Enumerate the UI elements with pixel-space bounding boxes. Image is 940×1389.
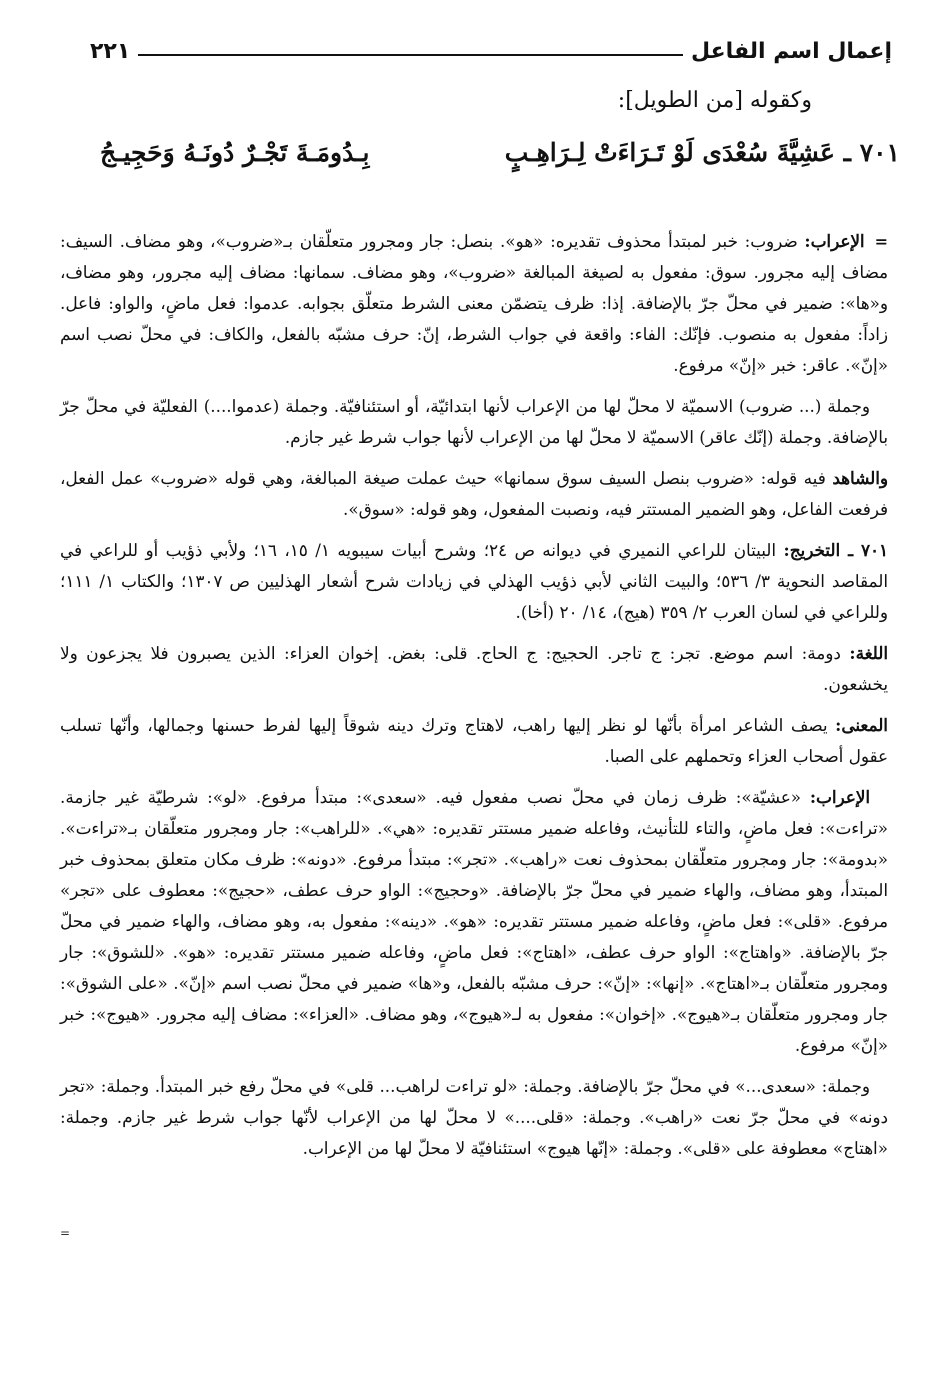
paragraph-text: دومة: اسم موضع. تجر: ج تاجر. الحجيج: ج الحاج. قلى: بغض. إخوان العزاء: الذين يصبرون فلا يجزعون ولا يخشعون. xyxy=(60,643,888,694)
paragraph-text: فيه قوله: «ضروب بنصل السيف سوق سمانها» حيث عملت صيغة المبالغة، وهي قوله «ضروب» عمل الفعل، فرفعت الفاعل، وهو الضمير المستتر فيه، ونصبت المفعول، وهو قوله: «سوق». xyxy=(60,468,888,519)
footnote-lugha xyxy=(60,638,888,700)
header-title: إعمال اسم الفاعل xyxy=(691,39,892,64)
footnote-irab-1 xyxy=(60,226,888,381)
continuation-mark: = xyxy=(874,232,888,251)
footnote-sentences-2 xyxy=(60,1071,888,1164)
section-heading: المعنى: xyxy=(835,715,888,735)
paragraph-text: «عشيّة»: ظرف زمان في محلّ نصب مفعول فيه. «سعدى»: مبتدأ مرفوع. «لو»: شرطيّة غير جازمة. «تراءت»: فعل ماضٍ، والتاء للتأنيث، وفاعله ضمير مستتر تقديره: «هي». «للراهب»: جار ومجرور متعلّقان بـ«تراءت». «بدومة»: جار ومجرور متعلّقان بمحذوف نعت «راهب». «تجر»: مبتدأ مرفوع. «دونه»: ظرف مكان متعلق بمحذوف خبر المبتدأ، وهو مضاف، والهاء ضمير في محلّ جرّ بالإضافة. «وحجيج»: الواو حرف عطف، «حجيج»: معطوف على «تجر» مرفوع. «قلى»: فعل ماضٍ، وفاعله ضمير مستتر تقديره: «هو». «دينه»: مفعول به، وهو مضاف، والهاء ضمير في محلّ جرّ بالإضافة. «واهتاج»: الواو حرف عطف، «اهتاج»: فعل ماضٍ، وفاعله ضمير مستتر تقديره: «هو». «للشوق»: جار ومجرور متعلّقان بـ«اهتاج». «إنها»: «إنّ»: حرف مشبّه بالفعل، و«ها» ضمير في محلّ نصب اسم «إنّ». «على الشوق»: جار ومجرور متعلّقان بـ«هيوج». «إخوان»: مفعول به لـ«هيوج»، وهو مضاف. «العزاء»: مضاف إليه مجرور. «هيوج»: خبر «إنّ» مرفوع. xyxy=(60,787,888,1055)
paragraph-text: البيتان للراعي النميري في ديوانه ص ٢٤؛ وشرح أبيات سيبويه ١/ ١٥، ١٦؛ ولأبي ذؤيب أو للراعي في المقاصد النحوية ٣/ ٥٣٦؛ والبيت الثاني لأبي ذؤيب الهذلي في زيادات شرح أشعار الهذليين ص ١٣٠٧؛ والكتاب ١/ ١١١؛ وللراعي في لسان العرب ٢/ ٣٥٩ (هيج)، ١٤/ ٢٠ (أخا). xyxy=(60,540,888,622)
verse-second-hemistich: بِـدُومَـةَ تَجْـرٌ دُونَـهُ وَحَجِيـجُ xyxy=(100,138,370,167)
footnote-maana xyxy=(60,710,888,772)
footnote-takhrij xyxy=(60,535,888,628)
section-heading: اللغة: xyxy=(849,643,888,663)
footnote-shahid xyxy=(60,463,888,525)
paragraph-text: ضروب: خبر لمبتدأ محذوف تقديره: «هو». بنصل: جار ومجرور متعلّقان بـ«ضروب»، وهو مضاف. السيف: مضاف إليه مجرور. سوق: مفعول به لصيغة المبالغة «ضروب»، وهو مضاف. سمانها: مضاف إليه مجرور، وهو مضاف، و«ها»: ضمير في محلّ جرّ بالإضافة. إذا: ظرف يتضمّن معنى الشرط متعلّق بجوابه. عدموا: فعل ماضٍ، والواو: فاعل. زاداً: مفعول به منصوب. فإنّك: الفاء: واقعة في جواب الشرط، إنّ: حرف مشبّه بالفعل، والكاف: في محلّ نصب اسم «إنّ». عاقر: خبر «إنّ» مرفوع. xyxy=(60,231,888,375)
verse-first-hemistich: ٧٠١ ـ عَشِيَّةَ سُعْدَى لَوْ تَـرَاءَتْ لِـرَاهِـبٍ xyxy=(504,138,900,167)
running-header xyxy=(90,28,892,64)
section-heading: والشاهد xyxy=(832,468,888,488)
footnote-sentences-1 xyxy=(60,391,888,453)
poetry-verse xyxy=(100,138,900,186)
paragraph-text: يصف الشاعر امرأة بأنّها لو نظر إليها راهب، لاهتاج وترك دينه شوقاً إليها لفرط حسنها وجمالها، وأنّها تسلب عقول أصحاب العزاء وتحملهم على الصبا. xyxy=(60,715,888,766)
section-heading: الإعراب: xyxy=(804,231,865,251)
verse-intro: وكقوله [من الطويل]: xyxy=(617,88,812,113)
section-heading: الإعراب: xyxy=(809,787,870,807)
page-number: ٢٢١ xyxy=(90,39,131,64)
section-heading: ٧٠١ ـ التخريج: xyxy=(783,540,888,560)
paragraph-text: وجملة (... ضروب) الاسميّة لا محلّ لها من الإعراب لأنها ابتدائيّة، أو استئنافيّة. وجملة (عدموا....) الفعليّة في محلّ جرّ بالإضافة. وجملة (إنّك عاقر) الاسميّة لا محلّ لها من الإعراب لأنها جواب شرط غير جازم. xyxy=(60,396,888,447)
footnotes xyxy=(60,226,888,1174)
footnote-irab-2 xyxy=(60,782,888,1061)
paragraph-text: وجملة: «سعدى...» في محلّ جرّ بالإضافة. وجملة: «لو تراءت لراهب... قلى» في محلّ رفع خبر المبتدأ. وجملة: «تجر دونه» في محلّ جرّ نعت «راهب». وجملة: «قلى....» لا محلّ لها من الإعراب لأنّها جواب شرط غير جازم. وجملة: «اهتاج» معطوفة على «قلى». وجملة: «إنّها هيوج» استئنافيّة لا محلّ لها من الإعراب. xyxy=(60,1076,888,1158)
header-rule xyxy=(138,54,683,56)
margin-mark: = xyxy=(60,1226,71,1240)
